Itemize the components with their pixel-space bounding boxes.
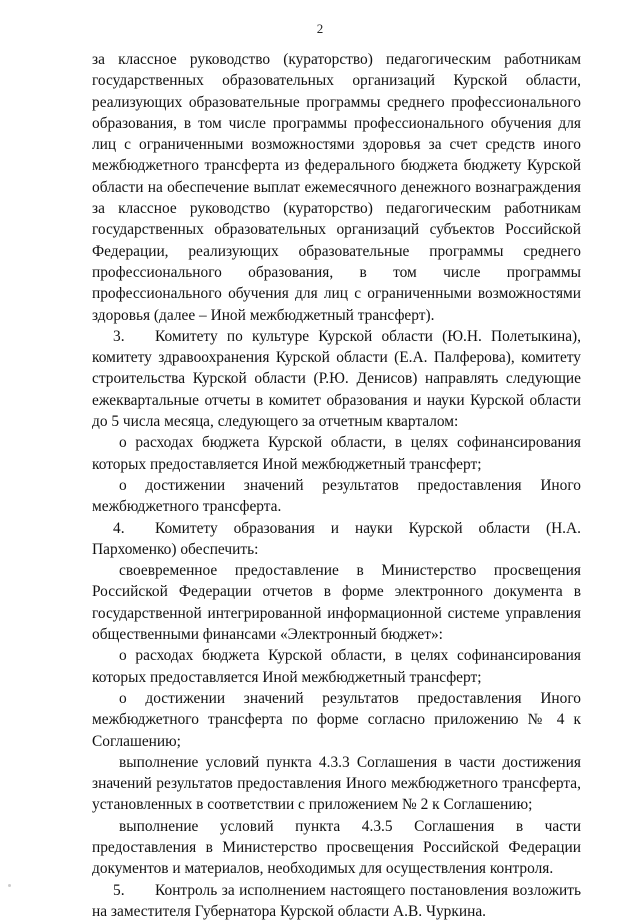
paragraph-text: своевременное предоставление в Министерство просвещения Российской Федерации отчетов в форме электронного документа в государственной интегрированной информационной системе управления общественными финансами «Электронный бюджет»:: [92, 562, 581, 644]
paragraph-number: 3.: [113, 327, 125, 345]
paragraph-subitem: [92, 432, 581, 475]
paragraph-item-4: [92, 518, 581, 561]
paragraph-subitem: [92, 560, 581, 645]
paragraph-text: за классное руководство (кураторство) педагогическим работникам государственных образовательных организаций Курской области, реализующих образовательные программы среднего профессионального образования, в том числе программы профессионального обучения для лиц с ограниченными возможностями здоровья за счет средств иного межбюджетного трансферта из федерального бюджета бюджету Курской области на обеспечение выплат ежемесячного денежного вознаграждения за классное руководство (кураторство) педагогическим работникам государственных образовательных организаций субъектов Российской Федерации, реализующих образовательные программы среднего профессионального образования, в том числе программы профессионального обучения для лиц с ограниченными возможностями здоровья (далее – Иной межбюджетный трансферт).: [92, 51, 581, 324]
paragraph-text: о расходах бюджета Курской области, в целях софинансирования которых предоставляется Иной межбюджетный трансферт;: [92, 647, 581, 686]
document-body: [92, 49, 581, 922]
paragraph-subitem: [92, 688, 581, 752]
paragraph-subitem: [92, 752, 581, 816]
paragraph-text: Комитету образования и науки Курской области (Н.А. Пархоменко) обеспечить:: [92, 519, 581, 558]
paragraph-item-5: [92, 880, 581, 922]
page-number: 2: [316, 21, 324, 36]
paragraph-subitem: [92, 816, 581, 880]
paragraph-number: 5.: [113, 881, 125, 899]
paragraph-text: о расходах бюджета Курской области, в целях софинансирования которых предоставляется Иной межбюджетный трансферт;: [92, 434, 581, 473]
paragraph-subitem: [92, 475, 581, 518]
paragraph-text: о достижении значений результатов предоставления Иного межбюджетного трансферта.: [92, 476, 581, 516]
paragraph-subitem: [92, 645, 581, 688]
paragraph-text: Контроль за исполнением настоящего постановления возложить на заместителя Губернатора Курской области А.В. Чуркина.: [92, 881, 581, 920]
scan-speck: [8, 884, 11, 887]
paragraph-text: о достижении значений результатов предоставления Иного межбюджетного трансферта по форме согласно приложению № 4 к Соглашению;: [92, 689, 581, 750]
paragraph-number: 4.: [113, 519, 125, 537]
paragraph-continuation: [92, 49, 581, 326]
paragraph-item-3: [92, 326, 581, 432]
paragraph-text: выполнение условий пункта 4.3.3 Соглашения в части достижения значений результатов предоставления Иного межбюджетного трансферта, установленных в соответствии с приложением № 2 к Соглашению;: [92, 753, 581, 814]
paragraph-text: Комитету по культуре Курской области (Ю.Н. Полетыкина), комитету здравоохранения Курской области (Е.А. Палферова), комитету строительства Курской области (Р.Ю. Денисов) направлять следующие ежеквартальные отчеты в комитет образования и науки Курской области до 5 числа месяца, следующего за отчетным кварталом:: [92, 327, 581, 431]
paragraph-text: выполнение условий пункта 4.3.5 Соглашения в части предоставления в Министерство просвещения Российской Федерации документов и материалов, необходимых для осуществления контроля.: [92, 817, 581, 878]
